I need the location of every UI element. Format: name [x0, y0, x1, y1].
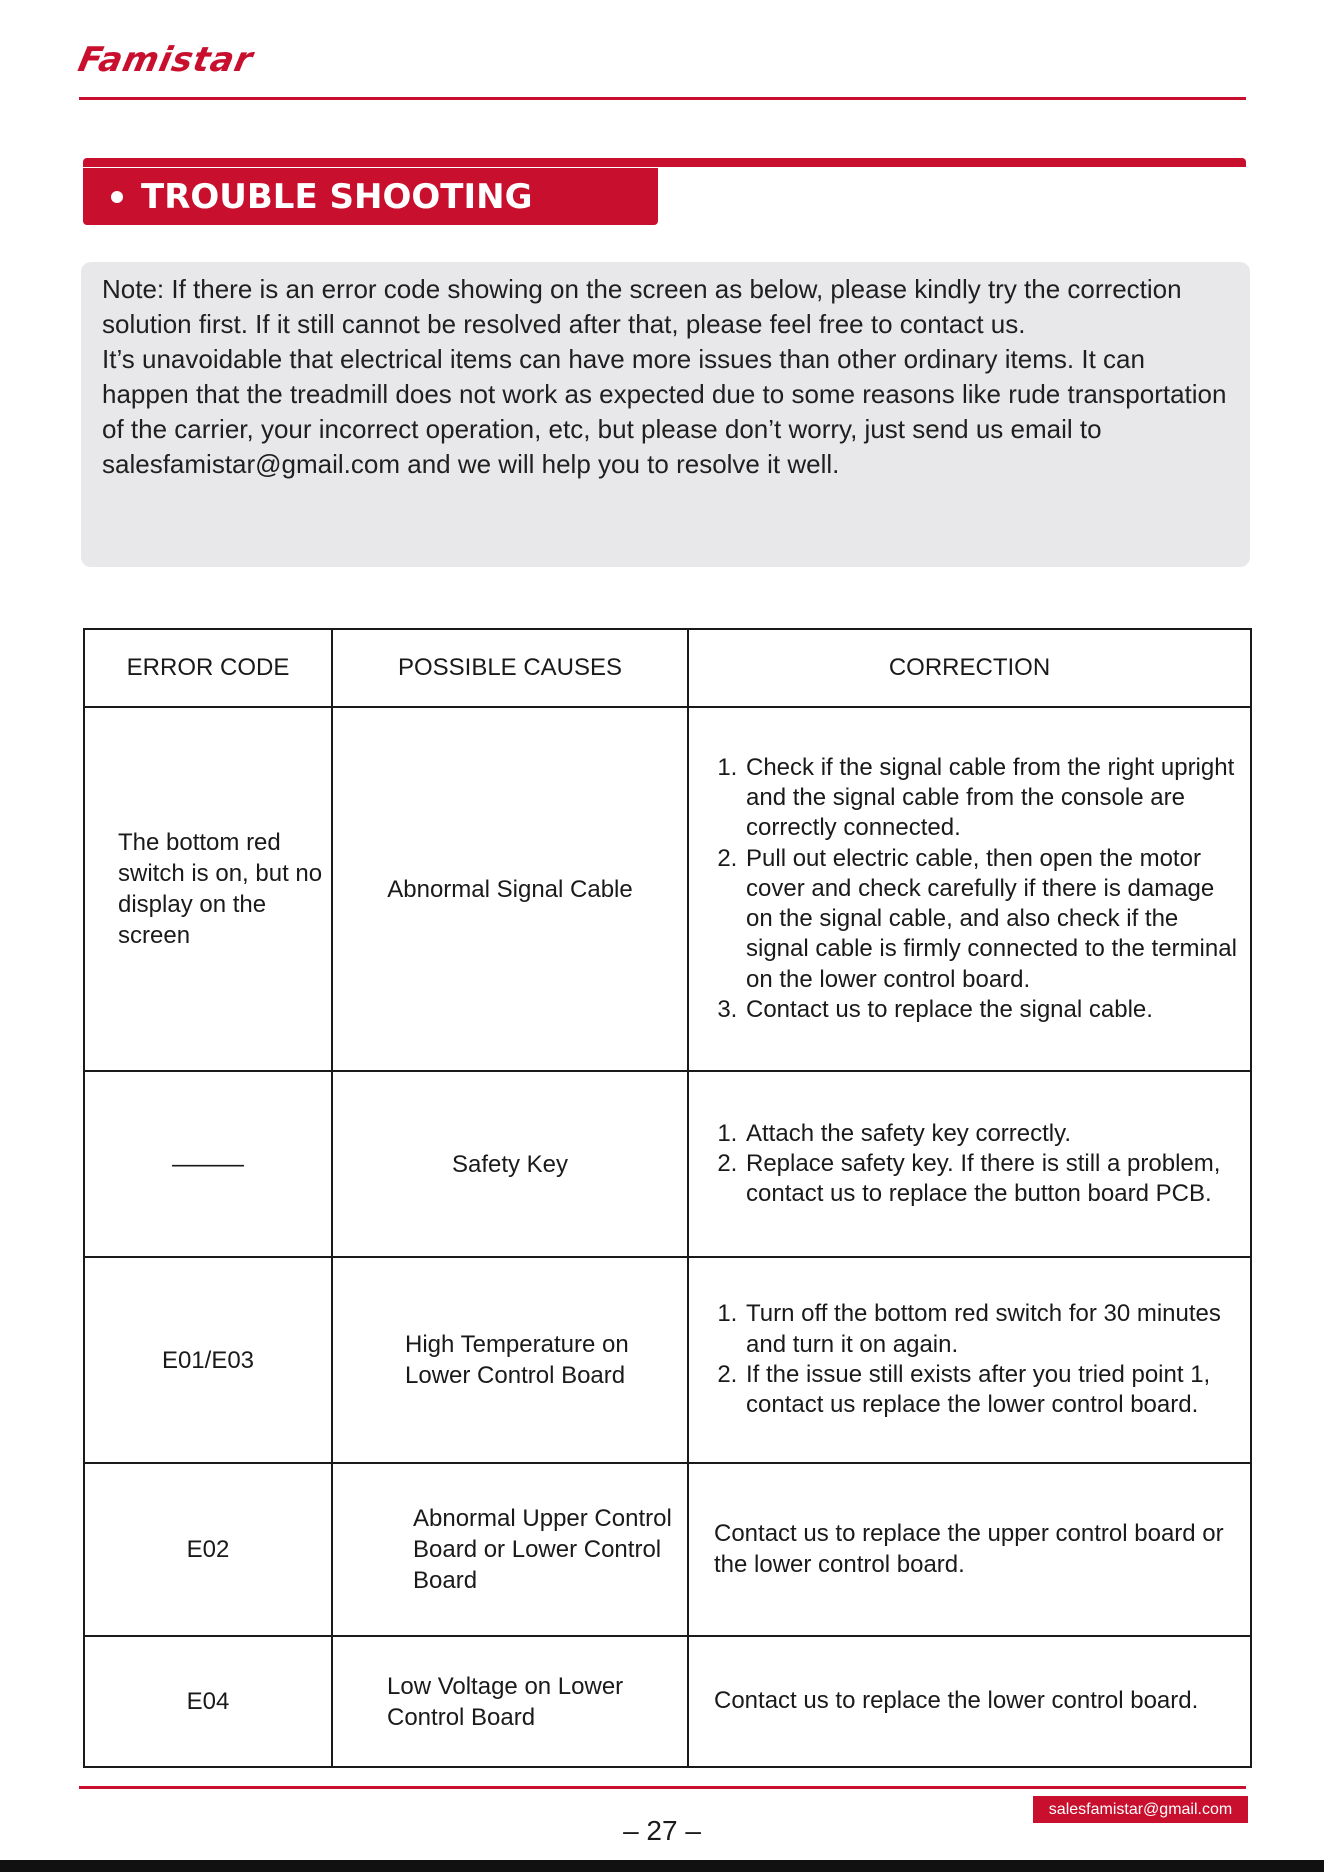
correction-step: 3. Contact us to replace the signal cable.	[744, 995, 1238, 1025]
error-code-cell: E01/E03	[84, 1257, 332, 1463]
correction-list	[689, 753, 1250, 1026]
correction-list	[689, 1119, 1250, 1210]
section-header-bar	[83, 158, 1246, 167]
table-row	[84, 1257, 1251, 1463]
correction-step: 2. If the issue still exists after you tried point 1, contact us replace the lower control board.	[744, 1360, 1238, 1421]
cause-cell: Abnormal Upper Control Board or Lower Control Board	[332, 1463, 688, 1636]
bottom-edge	[0, 1860, 1324, 1872]
correction-cell	[688, 707, 1251, 1071]
bullet-icon	[111, 191, 123, 203]
header-error-code: ERROR CODE	[84, 629, 332, 707]
correction-step: 2. Replace safety key. If there is still a problem, contact us to replace the button board PCB.	[744, 1149, 1238, 1210]
footer-email: salesfamistar@gmail.com	[1033, 1796, 1248, 1823]
correction-step: 2. Pull out electric cable, then open the motor cover and check carefully if there is damage on the signal cable, and also check if the signal cable is firmly connected to the terminal on the lower control board.	[744, 844, 1238, 995]
section-title	[83, 168, 658, 225]
header-divider	[79, 97, 1246, 100]
error-code-cell: The bottom red switch is on, but no display on the screen	[84, 707, 332, 1071]
correction-step: 1. Attach the safety key correctly.	[744, 1119, 1238, 1149]
section-title-text: TROUBLE SHOOTING	[141, 176, 533, 217]
note-paragraph-1: Note: If there is an error code showing on the screen as below, please kindly try the correction solution first. If it still cannot be resolved after that, please feel free to contact us.	[102, 274, 1182, 339]
note-box	[81, 262, 1250, 567]
cause-cell: Safety Key	[332, 1071, 688, 1257]
correction-cell: Contact us to replace the upper control board or the lower control board.	[688, 1463, 1251, 1636]
correction-cell	[688, 1257, 1251, 1463]
table-row	[84, 707, 1251, 1071]
header-correction: CORRECTION	[688, 629, 1251, 707]
note-paragraph-2: It’s unavoidable that electrical items can have more issues than other ordinary items. It can happen that the treadmill does not work as expected due to some reasons like rude transportation of the carrier, your incorrect operation, etc, but please don’t worry, just send us email to salesfamistar@gmail.com and we will help you to resolve it well.	[102, 344, 1227, 479]
table-row	[84, 1071, 1251, 1257]
page-number: – 27 –	[623, 1815, 701, 1846]
error-code-cell: E02	[84, 1463, 332, 1636]
correction-list	[689, 1299, 1250, 1420]
troubleshooting-table	[83, 628, 1252, 1768]
cause-cell: Low Voltage on Lower Control Board	[332, 1636, 688, 1767]
brand-logo: Famistar	[74, 40, 257, 80]
error-code-cell: E04	[84, 1636, 332, 1767]
footer-divider	[79, 1786, 1246, 1789]
table-row	[84, 1636, 1251, 1767]
correction-cell: Contact us to replace the lower control board.	[688, 1636, 1251, 1767]
correction-cell	[688, 1071, 1251, 1257]
correction-step: 1. Turn off the bottom red switch for 30 minutes and turn it on again.	[744, 1299, 1238, 1360]
table-header-row	[84, 629, 1251, 707]
header-possible-causes: POSSIBLE CAUSES	[332, 629, 688, 707]
cause-cell: High Temperature on Lower Control Board	[332, 1257, 688, 1463]
table-row	[84, 1463, 1251, 1636]
error-code-cell: ———	[84, 1071, 332, 1257]
correction-step: 1. Check if the signal cable from the right upright and the signal cable from the console are correctly connected.	[744, 753, 1238, 844]
cause-cell: Abnormal Signal Cable	[332, 707, 688, 1071]
